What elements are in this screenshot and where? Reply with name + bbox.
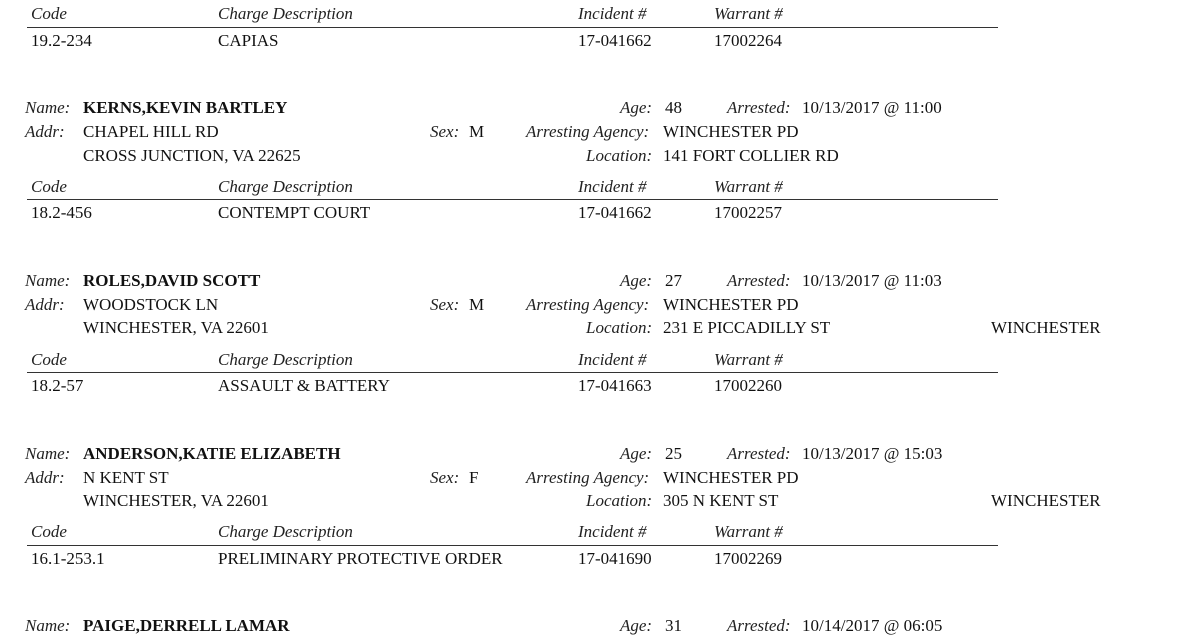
- sex-value: F: [469, 468, 479, 487]
- address-line-2: CROSS JUNCTION, VA 22625: [83, 146, 301, 165]
- address-line-1: CHAPEL HILL RD: [83, 122, 219, 141]
- code-header: Code: [31, 522, 67, 541]
- agency-label: Arresting Agency:: [526, 468, 650, 487]
- addr-label: Addr:: [25, 122, 65, 141]
- name-label: Name:: [25, 271, 71, 290]
- sex-label: Sex:: [430, 295, 460, 314]
- location-label: Location:: [586, 318, 653, 337]
- name-label: Name:: [25, 98, 71, 117]
- charge-code: 18.2-57: [31, 376, 84, 395]
- age-label: Age:: [620, 98, 653, 117]
- agency-value: WINCHESTER PD: [663, 468, 799, 487]
- addr-label: Addr:: [25, 468, 65, 487]
- age-value: 27: [665, 271, 682, 290]
- warrant-number: 17002264: [714, 31, 782, 50]
- arrested-value: 10/14/2017 @ 06:05: [802, 616, 943, 635]
- warrant-header: Warrant #: [714, 522, 783, 541]
- age-value: 31: [665, 616, 682, 635]
- charge-desc: CONTEMPT COURT: [218, 203, 371, 222]
- arrested-label: Arrested:: [727, 98, 791, 117]
- header-divider: [27, 199, 998, 200]
- sex-value: M: [469, 295, 485, 314]
- warrant-number: 17002260: [714, 376, 782, 395]
- agency-value: WINCHESTER PD: [663, 295, 799, 314]
- arrested-value: 10/13/2017 @ 15:03: [802, 444, 943, 463]
- addr-label: Addr:: [25, 295, 65, 314]
- warrant-header: Warrant #: [714, 177, 783, 196]
- arrested-label: Arrested:: [727, 271, 791, 290]
- age-label: Age:: [620, 616, 653, 635]
- charge-code: 16.1-253.1: [31, 549, 105, 568]
- charge-desc: ASSAULT & BATTERY: [218, 376, 390, 395]
- location-label: Location:: [586, 491, 653, 510]
- person-name: ANDERSON,KATIE ELIZABETH: [83, 444, 341, 463]
- sex-label: Sex:: [430, 122, 460, 141]
- name-label: Name:: [25, 444, 71, 463]
- sex-value: M: [469, 122, 485, 141]
- incident-number: 17-041662: [578, 31, 652, 50]
- age-label: Age:: [620, 444, 653, 463]
- location-value: 141 FORT COLLIER RD: [663, 146, 839, 165]
- location-value: 231 E PICCADILLY ST: [663, 318, 831, 337]
- incident-header: Incident #: [578, 4, 647, 23]
- address-line-1: N KENT ST: [83, 468, 169, 487]
- location-value: 305 N KENT ST: [663, 491, 779, 510]
- arrested-value: 10/13/2017 @ 11:03: [802, 271, 942, 290]
- age-label: Age:: [620, 271, 653, 290]
- header-divider: [27, 372, 998, 373]
- warrant-header: Warrant #: [714, 350, 783, 369]
- header-divider: [27, 545, 998, 546]
- agency-value: WINCHESTER PD: [663, 122, 799, 141]
- jurisdiction-city: WINCHESTER: [991, 491, 1101, 510]
- person-name: ROLES,DAVID SCOTT: [83, 271, 261, 290]
- incident-header: Incident #: [578, 177, 647, 196]
- agency-label: Arresting Agency:: [526, 122, 650, 141]
- sex-label: Sex:: [430, 468, 460, 487]
- name-label: Name:: [25, 616, 71, 635]
- charge-code: 19.2-234: [31, 31, 92, 50]
- code-header: Code: [31, 4, 67, 23]
- person-name: PAIGE,DERRELL LAMAR: [83, 616, 290, 635]
- arrested-label: Arrested:: [727, 616, 791, 635]
- warrant-number: 17002269: [714, 549, 782, 568]
- warrant-number: 17002257: [714, 203, 782, 222]
- location-label: Location:: [586, 146, 653, 165]
- address-line-2: WINCHESTER, VA 22601: [83, 318, 269, 337]
- charge-desc: CAPIAS: [218, 31, 279, 50]
- incident-number: 17-041663: [578, 376, 652, 395]
- charge-description-header: Charge Description: [218, 4, 353, 23]
- agency-label: Arresting Agency:: [526, 295, 650, 314]
- incident-number: 17-041662: [578, 203, 652, 222]
- arrested-label: Arrested:: [727, 444, 791, 463]
- age-value: 25: [665, 444, 682, 463]
- charge-code: 18.2-456: [31, 203, 92, 222]
- charge-description-header: Charge Description: [218, 350, 353, 369]
- incident-number: 17-041690: [578, 549, 652, 568]
- incident-header: Incident #: [578, 350, 647, 369]
- address-line-2: WINCHESTER, VA 22601: [83, 491, 269, 510]
- code-header: Code: [31, 350, 67, 369]
- incident-header: Incident #: [578, 522, 647, 541]
- charge-description-header: Charge Description: [218, 522, 353, 541]
- age-value: 48: [665, 98, 682, 117]
- warrant-header: Warrant #: [714, 4, 783, 23]
- address-line-1: WOODSTOCK LN: [83, 295, 219, 314]
- charge-desc: PRELIMINARY PROTECTIVE ORDER: [218, 549, 503, 568]
- arrested-value: 10/13/2017 @ 11:00: [802, 98, 942, 117]
- header-divider: [27, 27, 998, 28]
- person-name: KERNS,KEVIN BARTLEY: [83, 98, 288, 117]
- jurisdiction-city: WINCHESTER: [991, 318, 1101, 337]
- charge-description-header: Charge Description: [218, 177, 353, 196]
- code-header: Code: [31, 177, 67, 196]
